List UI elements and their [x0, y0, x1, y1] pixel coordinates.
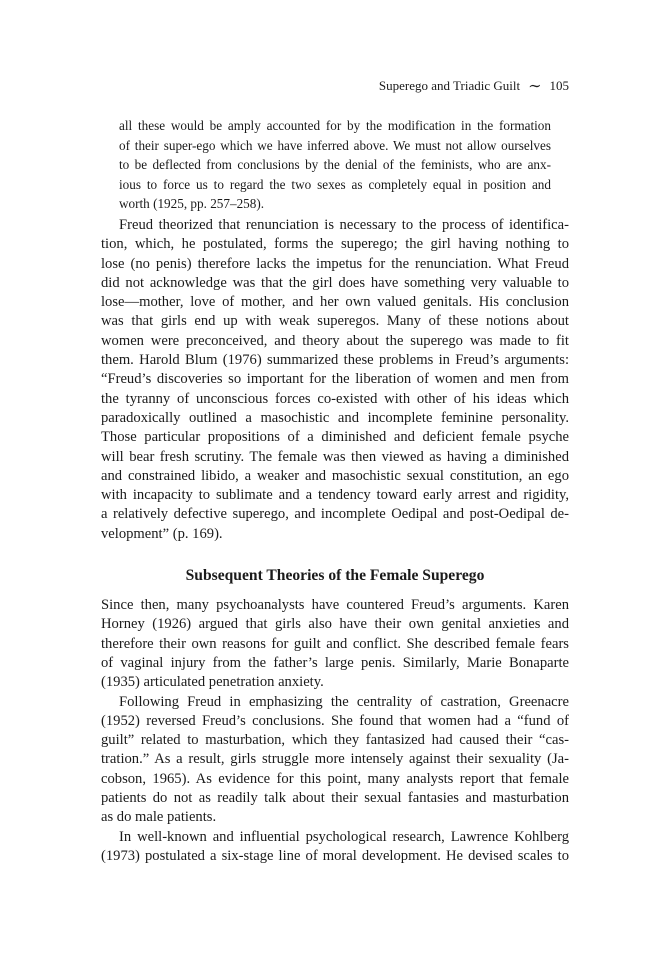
text-line: of vaginal injury from the father’s large penis. Similarly, Marie Bonaparte — [101, 654, 569, 671]
text-line: lose (no penis) therefore lacks the impetus for the renunciation. What Freud — [101, 255, 569, 272]
quote-line: to be deflected from conclusions by the denial of the feminists, who are anx- — [119, 157, 551, 173]
quote-line: of their super-ego which we have inferred above. We must not allow ourselves — [119, 137, 551, 153]
text-line: “Freud’s discoveries so important for the liberation of women and men from — [101, 371, 569, 388]
text-line: and constrained libido, a weaker and masochistic sexual constitution, an ego — [101, 467, 569, 484]
text-line: as do male patients. — [101, 809, 217, 826]
quote-line: worth (1925, pp. 257–258). — [119, 196, 265, 212]
text-line: lose—mother, love of mother, and her own valued genitals. His conclusion — [101, 294, 569, 311]
text-line: did not acknowledge was that the girl does have something very valuable to — [101, 274, 569, 291]
text-line: the tyranny of unconscious forces co-existed with other of his ideas which — [101, 390, 569, 407]
text-line: paradoxically outlined a masochistic and incomplete feminine personality. — [101, 409, 569, 426]
text-line: therefore their own reasons for guilt and conflict. She described female fears — [101, 635, 569, 652]
text-line: a relatively defective superego, and incomplete Oedipal and post-Oedipal de- — [101, 506, 569, 523]
paragraph-greenacre — [101, 693, 569, 828]
quote-line: all these would be amply accounted for by the modification in the formation — [119, 118, 551, 133]
paragraph-kohlberg — [101, 828, 569, 867]
text-line: women were preconceived, and theory about the superego was made to fit — [101, 332, 569, 349]
text-line: velopment” (p. 169). — [101, 525, 223, 542]
text-line: Since then, many psychoanalysts have countered Freud’s arguments. Karen — [101, 597, 569, 613]
text-line: with incapacity to sublimate and a tendency toward early arrest and rigidity, — [101, 487, 569, 504]
text-line: Those particular propositions of a diminished and deficient female psyche — [101, 429, 569, 446]
quote-line: ious to force us to regard the two sexes as completely equal in position and — [119, 176, 551, 192]
text-line: guilt” related to masturbation, which they fantasized had caused their “cas- — [101, 732, 569, 749]
text-line: tration.” As a result, girls struggle more intensely against their sexuality (Ja- — [101, 751, 569, 768]
running-head — [379, 78, 569, 94]
text-line: (1935) articulated penetration anxiety. — [101, 674, 324, 691]
page-number: 105 — [549, 78, 569, 93]
text-line: Freud theorized that renunciation is necessary to the process of identifica- — [119, 217, 569, 233]
text-line: patients do not as readily talk about their sexual fantasies and masturbation — [101, 789, 569, 806]
text-line: (1952) reversed Freud’s conclusions. She found that women had a “fund of — [101, 712, 569, 729]
text-line: tion, which, he postulated, forms the superego; the girl having nothing to — [101, 236, 569, 253]
text-line: (1973) postulated a six-stage line of moral development. He devised scales to — [101, 847, 569, 864]
paragraph-freud-theory — [101, 216, 569, 544]
tilde-ornament-icon: ∼ — [528, 78, 542, 95]
text-line: them. Harold Blum (1976) summarized these problems in Freud’s arguments: — [101, 352, 569, 369]
text-line: Following Freud in emphasizing the centrality of castration, Greenacre — [119, 693, 569, 710]
text-line: Horney (1926) argued that girls also have their own genital anxieties and — [101, 616, 569, 633]
text-line: cobson, 1965). As evidence for this point, many analysts report that female — [101, 770, 569, 787]
section-heading: Subsequent Theories of the Female Superego — [185, 567, 485, 584]
block-quote — [119, 116, 551, 214]
text-line: was that girls end up with weak superegos. Many of these notions about — [101, 313, 569, 330]
running-head-title: Superego and Triadic Guilt — [378, 78, 521, 93]
text-line: will bear fresh scrutiny. The female was then viewed as having a diminished — [101, 448, 569, 465]
paragraph-subsequent-theories — [101, 596, 569, 692]
text-line: In well-known and influential psychological research, Lawrence Kohlberg — [119, 828, 569, 845]
